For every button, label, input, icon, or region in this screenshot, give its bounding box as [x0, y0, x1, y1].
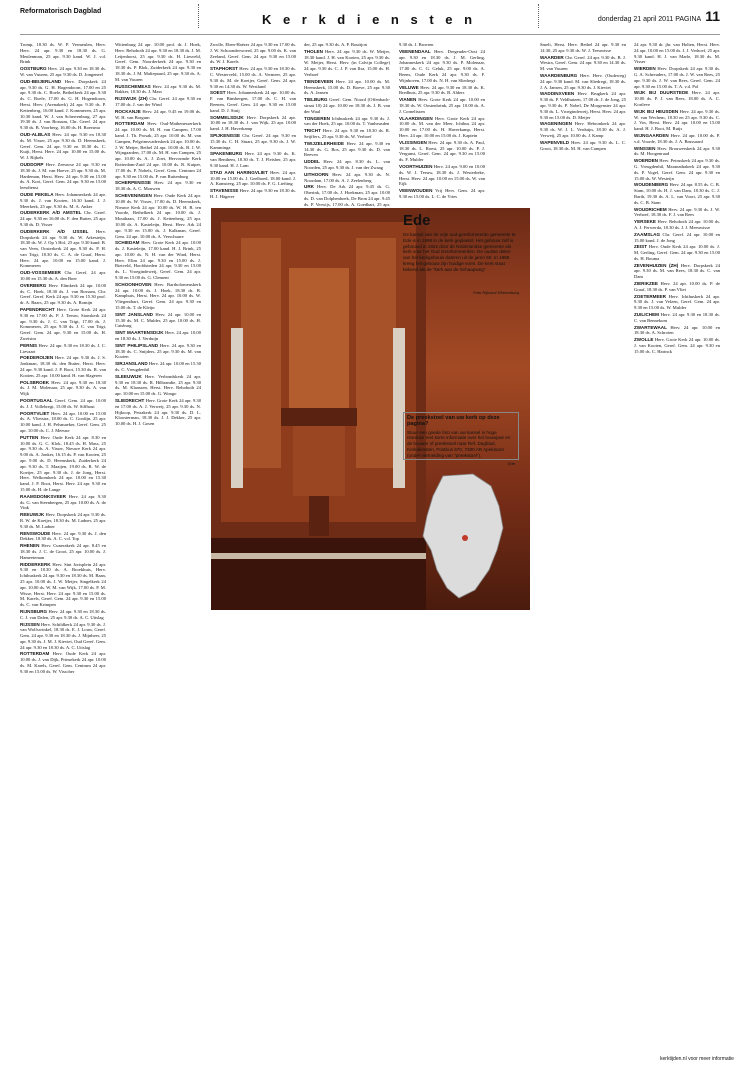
service-times: Chr. Geref. 24 apr. 10.00 en 15.00 kand. J. de Jong: [634, 231, 720, 243]
feature-title: Ede: [403, 212, 431, 229]
church-service-entry: [634, 281, 720, 293]
service-times: Herv. 24 apr. 9.30 en 18.30 ds. R. Seijffers, 25 apr. 9.30 ds. W. Verhoef: [304, 128, 390, 139]
place-name: TRICHT: [304, 128, 321, 134]
service-times: Herv. 24 apr. 10.00 en 18.30 ds. J. Verduijn: [115, 330, 201, 342]
place-name: SIRJANSLAND: [115, 361, 148, 367]
service-times: Herv. 24 apr. 9.30 ds. M. Bakker, 18.30 ds. J. Mass: [115, 83, 201, 95]
column-4: [304, 42, 390, 207]
church-service-entry: [115, 398, 201, 427]
service-times: Herv. 24 apr. 10.00 en 18.30 ds. A. Schroten: [634, 324, 720, 336]
service-times: Chr. Geref. 24 apr. 9.30 en 17.00 ds. J. van der Wind: [115, 96, 201, 107]
place-name: WIJK BIJ HEUSDEN: [634, 108, 679, 114]
place-name: WAGENINGEN: [540, 121, 572, 127]
netherlands-map: [403, 466, 519, 606]
place-name: OUDERKERK A/D AMSTEL: [20, 210, 82, 216]
place-name: ROTTERDAM: [20, 651, 50, 657]
church-service-entry: [634, 219, 720, 231]
service-times: Herv. 24 apr. 9.30 en 18.30 ds. K. Bredhuis, 25 apr. 9.30 ds. B. Alders: [399, 84, 485, 96]
service-times: Herv. Grote Kerk 24 apr. 9.30 en 17.00 ds. A. J. Verweij, 25 apr. 9.30 ds. N. Hijkoop, Petrakerk 24 apr. 9.30 ds. D. L. Kloosterman, 18.30 ds. J. J. Dekker, 25 apr. 10.00 ds. H. J. Gosen: [115, 398, 201, 427]
church-service-entry: [20, 609, 106, 621]
place-name: WOUDRICHEM: [634, 206, 667, 212]
church-service-entry: [634, 66, 720, 89]
service-times: Vrij Herv. Gem. 24 apr. 9.30 en 15.00 ds. L. C. de Vries: [399, 188, 485, 199]
church-service-entry: [115, 193, 201, 239]
church-service-entry: [634, 312, 720, 324]
place-name: UDDEL: [304, 159, 320, 165]
place-name: WAARDENBURG: [540, 72, 578, 78]
church-service-entry: [399, 42, 485, 48]
service-times: Herv. 24 apr. 9.30 en 18.30 ds. M. Visser, 25 apr. 9.30 ds. D. Heemskerk, Geref. Gem. 24 apr. 9.30 en 18.30 ds. C. Kuijt, Herst. Herv. 24 apr. 10.00 en 15.00 ds. W. J. Rijkels: [20, 131, 106, 161]
service-times: Herv. Johanneskerk 24 apr. 10.00 ds. F. van Binsbergen, 17.00 ds. C. H. van Reenen, Geref. Gem. 24 apr. 9.30 en 15.00 kand. D. J. Stuij: [210, 90, 297, 113]
place-name: VEENENDAAL: [399, 48, 431, 54]
place-name: ZEVENHUIZEN (ZH): [634, 262, 679, 268]
service-times: Herv. Zeeuwse 24 apr. 9.30 en 18.30 ds. J. M. van Hoeve, 25 apr. 9.30 ds. M. Hardeman, Herst. Herv. 24 apr. 9.30 en 15.00 ds. A. Kort, Geref. Gem. 24 apr. 9.30 en 15.00 leesdienst: [20, 161, 106, 191]
place-name: RIJSWIJK (ZH): [115, 96, 148, 102]
place-name: SPAKENBURG: [210, 151, 243, 157]
submission-text: Stuur een goede foto van uw kansel in hoge resolutie met korte informatie over het bouwjaar en de bouwer of preekstoel naar Ref. Dagblad, Kerkdiensten, Postbus 670, 7300 AR Apeldoorn (onder vermelding van "preekstoel").: [407, 429, 511, 458]
service-times: Herv. 24 apr. 9.30 ds. J. W. Verhoef, 18.30 ds. F. J. van Rees: [634, 206, 721, 218]
service-times: Zwolle, Eben-Haëzer 24 apr. 9.30 en 17.00 ds. J. W. Schoonderwoerd, 25 apr. 9.00 ds. K. van Zeeland, Geref. Gem. 24 apr. 9.30 en 15.00 ds. W. J. Karels: [210, 42, 296, 65]
service-times: Herv. 24 apr. 9.30 en 18.30 ds. A. C. Mouwen: [115, 180, 201, 192]
church-service-entry: [540, 42, 626, 54]
church-service-entry: [634, 109, 720, 132]
feature-text: De kansel van de vrije oud-gereformeerde gemeente te Ede is in 1999 in de kerk geplaatst. Het gebouw zelf is gebouwd in 1922 door de Nederlandse gemeente als kerk voor het Oud Gereformeerden. De oudste delen van het kerkgebouw dateren uit de jaren 50. In 1988 kreeg het gebouw zijn huidige vorm. De kerk staat bekend als de "kerk aan de Schaapweg".: [403, 232, 516, 272]
place-name: VIANEN: [399, 97, 417, 103]
place-name: REEUWIJK: [20, 512, 45, 518]
church-service-entry: [20, 79, 106, 131]
place-name: RAAMSDONKSVEER: [20, 493, 66, 499]
church-service-entry: [20, 355, 106, 378]
church-service-entry: [115, 343, 201, 360]
place-name: SCHEVENINGEN: [115, 192, 152, 198]
church-service-entry: [304, 97, 390, 114]
church-service-entry: [634, 207, 720, 219]
church-service-entry: [634, 133, 720, 145]
place-name: WIJNGAARDEN: [634, 132, 669, 138]
place-name: POORTVLIET: [20, 410, 50, 416]
header-date: donderdag 21 april 2011 PAGINA 11: [597, 8, 720, 24]
church-service-entry: [115, 121, 201, 179]
place-name: ROTTERDAM: [115, 121, 145, 127]
service-times: Herv. Grote Kerk 24 apr. 9.30 en 17.00 ds. P. J. Teeuw, Sionskerk 24 apr. 9.30 ds. J. C. van Trigt, 17.00 ds. J. Kommeren, 25 apr. 9.30 ds. J. C. van Trigt, Geref. Gem. 24 apr. 9.30 en 15.00 ds. H. Zweistra: [20, 307, 107, 342]
service-times: Herv. 24 apr. 10.00 ds. P. v.d. Voorde, 18.30 ds. J. A. Brussaard: [634, 132, 720, 144]
church-service-entry: [634, 244, 720, 261]
place-name: ZWOLLE: [634, 337, 654, 343]
service-times: Herv. Johanneskerk 24 apr. 9.30 ds. J. van Kooten, 16.30 kand. J. J. Meerkerk, 25 apr. 9.30 ds. M. A. Anker: [20, 191, 106, 209]
church-service-entry: [115, 240, 201, 281]
service-times: Chr. Geref. 24 apr. 9.30 en 15.30 ds. C. H. Stuart, 25 apr. 9.30 ds. J. W. Kamminga: [210, 132, 296, 150]
church-service-entry: [634, 325, 720, 337]
church-service-entry: [634, 182, 720, 205]
service-times: Herv. Herv. (Oudeweg) 24 apr. 9.30 kand. M. van Sliedregt, 18.30 ds. J. A. Jansen, 25 apr. 9.30 ds. J. Kieviet: [540, 72, 626, 90]
church-service-entry: [634, 232, 720, 244]
place-name: UITHOORN: [304, 171, 329, 177]
church-service-entry: [115, 330, 201, 342]
place-name: YERSEKE: [634, 219, 656, 225]
pulpit-illustration: [211, 208, 426, 610]
service-times: Herv. 24 apr. 9.30 en 18.30 ds. J. C. Lievaart: [20, 342, 106, 354]
place-name: SLEEUWIJK: [115, 373, 142, 379]
submission-credit: Ede: [507, 460, 515, 466]
place-name: POEDEROIJEN: [20, 355, 54, 361]
service-times: Herv. Brouwerskerk 24 apr. 9.30 ds. M. Hoogenraad: [634, 145, 720, 157]
service-times: Herv. 24 apr. 10.00 ds. P. de Graaf, 18.30 ds. P. van Vliet: [634, 281, 720, 292]
church-service-entry: [210, 115, 296, 132]
service-times: Herv. Schildkerk 24 apr. 9.30 ds. J. van Wolfswinkel, 18.30 ds. E. J. Louw, Geref. Gem. 24 apr. 9.30 en 18.30 ds. J. Mijnheer, 25 apr. 9.30 ds. J. M. J. Kieviet, Oud Geref. Gem. 24 apr. 9.30 en 18.30 ds. A. C. Uitslag: [20, 621, 106, 650]
place-name: STAVENISSE: [210, 188, 239, 194]
service-times: Herv. Grote Kerk 24 apr. 10.00 en 18.30 ds. W. Oostenbrink, 25 apr. 10.00 ds. A. J. Cornelissen: [399, 97, 486, 114]
newspaper-name: Reformatorisch Dagblad: [20, 8, 102, 15]
service-times: Wittenburg 24 apr. 10.00 prof. dr. J. Hoek, Herv. Rehoboth 24 apr. 9.30 en 18.30 ds. J. M. Leijenhorst, 25 apr. 9.30 ds. H. Liesveld, Geref. Gem. Noorderkerk 24 apr. 9.30 en 18.30 ds. P. Blok, Zuiderkerk 24 apr. 9.30 en 18.30 ds. J. M. Maliepaard, 25 apr. 9.30 ds. A. M. van Vuuren: [115, 42, 201, 82]
church-service-entry: [210, 170, 296, 187]
church-service-entry: [399, 85, 485, 97]
church-service-entry: [634, 90, 720, 107]
church-service-entry: [540, 73, 626, 90]
place-name: RENSWOUDE: [20, 530, 51, 536]
church-service-entry: [20, 411, 106, 434]
church-service-entry: [115, 374, 201, 397]
submission-box: [403, 412, 519, 466]
service-times: Herv. 24 apr. 8.55 ds. C. B. Stam, 10.00 ds. H. J. van Dam, 18.30 ds. C. J. Barth, 19.30 ds. A. L. van Voort, 25 apr. 9.30 ds. C. B. Stam: [634, 182, 720, 205]
service-times: Herv. Oude Kerk 24 apr. 10.00 ds. J. van Dijk, Prinsekerk 24 apr. 10.00 ds. M. Karels, Geref. Gem. Centrum 24 apr. 9.30 en 15.00 ds. W. Visscher: [20, 651, 106, 674]
column-2: [115, 42, 201, 1052]
church-service-entry: [20, 562, 106, 608]
church-service-entry: [115, 180, 201, 192]
church-service-entry: [20, 512, 106, 529]
service-times: Herv. Bartholomeuskerk 24 apr. 10.00 ds. J. Hoek, 18.30 ds. B. Kamphuis, Herst. Herv. 24 apr. 10.00 ds. W. Vliegenthart, Geref. Gem. 24 apr. 9.30 en 15.00 ds. T. de Kleijn: [115, 281, 201, 311]
church-service-entry: [304, 172, 390, 184]
place-name: WOUDENBERG: [634, 182, 669, 188]
place-name: RIDDERKERK: [20, 561, 51, 567]
service-times: Herv. 24 apr. 9.30 ds. J. S. Jonkman, 18.30 ds. den Butter, Herst. Herv. 24 apr. 9.30 kand. J. P. Boot, 15.30 ds. R. van Kooten, 25 apr. 10.00 kand. H. van Slageren: [20, 355, 106, 378]
place-name: WIJK BIJ DUURSTEDE: [634, 90, 689, 96]
place-name: SINT MAARTENSDIJK: [115, 330, 164, 336]
service-times: Herv. 24 apr. 9.30 ds. W. Meijer, 18.30 kand. J. H. van Kooten, 25 apr. 9.30 ds. W. Meijer, Herst. Herv. (in Calvijn College) 24 apr. 9.30 ds. C. J. P. van Ilsa, 15.00 ds. H. Verhoef: [304, 48, 390, 77]
place-name: VELUWE: [399, 84, 419, 90]
service-times: Herv. Dorpskerk 24 apr. 10.00 en 18.30 ds. J. van Wijk, 25 apr. 10.00 kand. J. H. Haverkamp: [210, 114, 296, 132]
place-name: OUD-VOSSEMEER: [20, 270, 61, 276]
church-service-entry: [20, 42, 106, 65]
church-service-entry: [634, 158, 720, 181]
place-name: SCHIEDAM: [115, 240, 140, 246]
church-service-entry: [20, 543, 106, 560]
church-service-entry: [304, 79, 390, 96]
church-service-entry: [20, 494, 106, 511]
place-name: TONGEREN: [304, 115, 330, 121]
service-times: Herv. 24 apr. 9.30 ds. G. van Steenbergen, 25 apr. 10.00 ds. A. de Vink: [20, 493, 106, 511]
service-times: Herv. 24 apr. 9.30 en 18.30 ds. C. Snijders, 25 apr. 9.30 ds. M. van Kooten: [115, 342, 202, 360]
church-service-entry: [20, 162, 106, 191]
place-name: ZUILICHEM: [634, 312, 660, 318]
place-name: OUDDORP: [20, 161, 44, 167]
church-service-entry: [634, 146, 720, 158]
service-times: Herv. Grote Kerk 24 apr. 10.00 ds. J. Kasteleijn, 17.00 kand. H. J. Brink, 25 apr. 10.00 ds. N. H. van der Wind, Herst. Herv. Elim 24 apr. 9.30 en 15.00 ds. J. Rietveld, Hoofdsteden 24 apr. 9.30 en 15.00 ds. L. Vroegindeweij, Geref. Gem. 24 apr. 9.30 en 15.00 ds. G. Clement: [115, 240, 201, 281]
church-service-entry: [304, 42, 390, 48]
service-times: Herv. 24 apr. 10.00 en 15.00 ds. A. Vlietstra, 18.00 ds. C. Gordijn, 25 apr. 10.00 kand. J. H. Pelsmaeker, Geref. Gem. 25 apr. 10.00 ds. C. J. Meeuse: [20, 410, 107, 433]
church-service-entry: [115, 84, 201, 96]
place-name: PAPENDRECHT: [20, 307, 55, 313]
service-times: 24 apr. 9.30 dr. jhr. van Holten, Herst. Herv. 24 apr. 10.00 en 15.00 ds. J. J. Verhoef, 25 apr. 9.30 kand. H. J. van Marle, 18.30 ds. M. Visser: [634, 42, 720, 65]
service-times: Herv. Cunerakerk 24 apr. 8.45 en 18.30 ds. J. C. de Groot, 25 apr. 10.00 ds. J. Hameeteman: [20, 543, 106, 560]
service-times: Herv. 24 apr. 8.30 ds. L. van Noorden, 25 apr. 9.30 ds. J. van der Zwaag: [304, 159, 390, 170]
place-name: SCHOONHOVEN: [115, 281, 152, 287]
place-name: RHENEN: [20, 543, 40, 549]
service-times: Herv. Ichthuskerk 24 apr. 9.30 ds. J. van Velzen, Geref. Gem. 24 apr. 9.30 en 15.00 ds. W. Mulder: [634, 293, 720, 311]
place-name: SLIEDRECHT: [115, 398, 145, 404]
service-times: Herv. Dorpskerk 24 apr. 9.30 ds. W. Arkesteijn, 18.30 ds. W. J. Op 't Hof, 25 apr. 9.30 kand. B. van Veen, Oosterkerk 24 apr. 9.30 ds. P. H. van Trigt, 18.30 ds. C. A. de Graaf, Herst. Herv. 24 apr. 10.00 en 15.00 kand. J. Kommeren: [20, 228, 106, 269]
service-times: Herv. De Ark 24 apr. 9.45 ds. G. Oberink, 17.00 ds. J. Hoekman, 25 apr. 10.00 ds. D. van Dolphenhoek, De Bron 24 apr. 9.45 ds. P. Verwijs, 17.00 ds. A. Goedhart, 25 apr.: [304, 184, 390, 207]
church-service-entry: [20, 380, 106, 397]
church-service-entry: [115, 42, 201, 83]
place-name: ZOETERMEER: [634, 293, 666, 299]
church-service-entry: [540, 140, 626, 152]
service-times: Herv. 24 apr. 10.00 en 15.30 ds. M. C. Mulder, 25 apr. 10.00 ds. H. Catsburg: [115, 311, 201, 329]
church-service-entry: [304, 49, 390, 78]
service-times: Herv. 24 apr. 9.30 ds. L. C. Groot, 18.30 ds. M. H. van Campen: [540, 139, 626, 151]
place-name: SINT JANSLAND: [115, 311, 153, 317]
map-illustration: [403, 466, 519, 606]
church-service-entry: [304, 116, 390, 128]
church-service-entry: [399, 140, 485, 163]
service-times: Herv. Dorpskerk 24 apr. 9.30 ds. G. A. Schreuders, 17.00 ds. J. W. van Rees, 25 apr. 9.30 ds. J. W. van Rees, Geref. Gem. 24 apr. 9.30 en 15.00 ds. T. A. v.d. Pol: [634, 66, 721, 89]
church-service-entry: [634, 263, 720, 280]
place-name: SCHERPENISSE: [115, 180, 151, 186]
church-service-entry: [115, 282, 201, 311]
service-times: Herv. 24 apr. 10.00 ds. M. Heemskerk, 15.00 ds. D. Boeve, 25 apr. 9.30 ds. A. Jansen: [304, 78, 390, 96]
service-times: Herv. 24 apr. 9.30 ds. N. Noordam, 17.00 ds. A. J. Zeelenberg: [304, 171, 390, 183]
church-service-entry: [210, 42, 296, 65]
ede-location-marker: [462, 535, 468, 541]
submission-title: De preekstoel van uw kerk op deze pagina?: [407, 415, 500, 427]
church-service-entry: [304, 141, 390, 158]
service-times: Herv. Grote Kerk 24 apr. 10.00 ds. J. van Kooten, Geref. Gem. 24 apr. 9.30 en 15.00 ds. C. Harinck: [634, 337, 720, 354]
church-service-entry: [399, 97, 485, 114]
place-name: RIJNSBURG: [20, 608, 48, 614]
place-name: URK: [304, 184, 314, 190]
place-name: POLSBROEK: [20, 379, 50, 385]
place-name: ZIERIKZEE: [634, 281, 658, 287]
service-times: Herv. 24 apr. 9.30 ds. K. van Benthem, 18.30 ds. T. J. Fleisher, 25 apr. 9.30 kand. H. J. Lam: [210, 151, 296, 168]
church-service-entry: [20, 132, 106, 161]
place-name: ROCKANJE: [115, 108, 141, 114]
place-name: VLISSINGEN: [399, 139, 427, 145]
church-service-entry: [634, 42, 720, 65]
place-name: SOMMELSDIJK: [210, 114, 244, 120]
service-times: Geref. Gem. 24 apr. 10.00 ds. J. J. Vollebregt, 15.00 ds. W. Silfhout: [20, 398, 106, 409]
header-rule: [20, 34, 720, 35]
service-times: Herv. Rehoboth 24 apr. 10.00 ds. A. J. Ferwerda, 18.30 ds. J. J. Meeuwisse: [634, 219, 721, 230]
place-name: ZWARTEWAAL: [634, 324, 667, 330]
place-name: SOEST: [210, 90, 226, 96]
church-service-entry: [540, 121, 626, 138]
service-times: Herv. Dregeuder-Oost 24 apr. 9.30 en 18.30 ds. J. M. Gerling, Johanneskerk 24 apr. 9.30 ds. P. Molenaar, 17.00 ds. C. G. Geluk, 25 apr. 9.00 ds. A. Beens, Oude Kerk 24 apr. 9.30 ds. F. Wijnhoven, 17.00 ds. N. H. van Sliedregt: [399, 48, 485, 83]
church-service-entry: [115, 312, 201, 329]
church-service-entry: [210, 66, 296, 89]
church-service-entry: [20, 210, 106, 227]
place-name: WADDINXVEEN: [540, 91, 575, 97]
church-service-entry: [20, 66, 106, 78]
service-times: Herv. Brugkerk 24 apr. 9.30 ds. P. Veldhuizen, 17.00 ds. J. de Jong, 25 apr. 9.30 ds. P. Nobel, De Morgenster 24 apr. 9.30 ds. L. Vroegindeweij, Herst. Herv. 24 apr. 9.30 en 15.00 ds. D. Meijer: [540, 91, 626, 120]
service-times: der, 25 apr. 9.30 ds. A. P. Boutijon: [304, 42, 367, 47]
service-times: Herv. 24 apr. 10.00 en 15.00 ds. J. Geelhoed, 18.00 kand. J. A. Kamsteeg, 25 apr. 10.00 ds. F. G. Liefting: [210, 169, 296, 187]
service-times: Herv. Grote Kerk 24 apr. 10.00 ds. M. van der Meer, Ichthus 24 apr. 10.00 en 17.00 ds. H. Haverkamp, Herst. Herv. 24 apr. 10.00 en 15.00 ds. J. Kaptein: [399, 115, 486, 138]
church-service-entry: [304, 159, 390, 171]
church-service-entry: [20, 651, 106, 674]
place-name: ZAAMSLAG: [634, 231, 661, 237]
church-service-entry: [20, 229, 106, 270]
service-times: Herv. Elimkerk 24 apr. 10.00 ds. C. Hoek, 18.30 ds. J. van Rossum, Chr. Geref. Geref. Kerk 24 apr. 9.30 en 15.30 prof. dr. A. Baars, 25 apr. 9.30 ds. A. Romijn: [20, 282, 106, 306]
place-name: SPIJKENISSE: [210, 132, 241, 138]
service-times: Herv. Oude Kerk 24 apr. 10.00 ds. W. Visser, 17.00 ds. D. Heemskerk, Nieuwe Kerk 24 apr. 10.00 ds. W. H. B. ten Voorde, Bethelkerk 24 apr. 10.00 ds. J. Mouthaan, 17.00 ds. J. Kettenberg, 25 apr. 10.00 ds. A. Kasteleijn, Herst. Herv. Ark 24 apr. 9.30 en 15.00 ds. J. Kalkman, Geref. Gem. 24 apr. 10.00 ds. A. Verschuure: [115, 192, 201, 239]
place-name: OUDE PEKELA: [20, 191, 54, 197]
church-service-entry: [210, 133, 296, 150]
church-service-entry: [20, 192, 106, 209]
church-service-entry: [20, 531, 106, 543]
place-name: RUSSCHEMEAS: [115, 83, 151, 89]
service-times: Herv. 24 apr. 10.00 en 15.30 ds. C. Vreugdenhil: [115, 361, 201, 373]
service-times: Herv. 24 apr. 9.30 en 18.30 ds. W. van Vuuren, 25 apr. 9.30 ds. D. Jongeneel: [20, 66, 106, 77]
church-service-entry: [399, 188, 485, 200]
place-name: THOLEN: [304, 48, 323, 54]
place-name: OUDERKERK A/D IJSSEL: [20, 228, 89, 234]
church-service-entry: [304, 128, 390, 140]
church-service-entry: [210, 188, 296, 200]
place-name: VLAARDINGEN: [399, 115, 433, 121]
place-name: WAARDER: [540, 54, 564, 60]
column-3: [210, 42, 296, 204]
column-1: [20, 42, 106, 1052]
page-header: [0, 0, 738, 38]
service-times: Herv. Dorpskerk 24 apr. 9.30 ds. M. van Rees, 18.30 ds. C. van Dam: [634, 262, 720, 280]
service-times: Herv. Hebronkerk 24 apr. 9.30 ds. W. J. L. Verduijn, 18.30 ds. A. J. Verweij, 25 apr. 10.00 ds. J. Kamp: [540, 121, 626, 138]
place-name: SINT PHILIPSLAND: [115, 342, 159, 348]
place-name: OOSTBURG: [20, 66, 47, 72]
church-service-entry: [20, 307, 106, 342]
church-service-entry: [634, 337, 720, 354]
service-times: Herv. 24 apr. 9.30 en 18.30 ds. H. J. Hägerer: [210, 188, 296, 199]
service-times: Herv. Dorpskerk 24 apr. 9.30 ds. R. W. de Koeijer, 18.30 ds. M. Ladner, 25 apr. 9.30 ds. M. Ladner: [20, 512, 106, 529]
service-times: Herv. 24 apr. 9.30 ds. J. den Dekker, 18.30 ds. A. C. v.d. Top: [20, 530, 106, 542]
service-times: Chr. Geref. 24 apr. 10.00 en 15.30 ds. A. den Boer: [20, 270, 106, 282]
header-divider: [538, 4, 540, 28]
place-name: TIELBURG: [304, 97, 328, 103]
church-service-entry: [210, 90, 296, 113]
place-name: VEENWOUDEN: [399, 188, 433, 194]
church-service-entry: [20, 622, 106, 651]
church-service-entry: [20, 283, 106, 306]
feature-credit: Foto Rijkshof Ellenenburg: [473, 290, 519, 295]
church-service-entry: [399, 164, 485, 187]
service-times: Herv. 24 apr. 9.45 en 19.00 ds. W. H. van Borgum: [115, 108, 201, 120]
place-name: TIENDEVEEN: [304, 78, 334, 84]
column-5: [399, 42, 485, 204]
church-service-entry: [20, 343, 106, 355]
service-times: Herv. Petruskerk 24 apr. 9.30 ds. G. Vreugdenhil, Maranathakerk 24 apr. 9.30 ds. P. Vogel, Geref. Gem. 24 apr. 9.30 en 15.00 ds. W. Westeijn: [634, 158, 720, 181]
service-times: Herv. Oud-Mathenesserkerk 24 apr. 10.00 ds. M. H. van Campen, 17.00 kand. J. Th. Prosak, 25 apr. 10.00 ds. M. van Campen, Pelgrimsvaderskerk 24 apr. 10.00 ds. J. W. Meijer, Bethel 24 apr. 10.00 ds. B. J. W. Wijngaarden, 17.00 ds. M. H. van Campen, 25 apr. 10.00 ds. A. J. Zoet, Hervormde Kerk Rotterdam-Zuid 24 apr. 10.00 ds. R. Kuiper, 17.00 ds. P. Nobels, Geref. Gem. Centrum 24 apr. 9.30 en 15.00 ds. P. van Ruitenburg: [115, 121, 201, 179]
service-times: Herv. 24 apr. 9.30 en 18.30 ds. C. Westerveld, 15.00 ds. A. Vermeer, 25 apr. 9.30 ds. M. de Koeijer, Geref. Gem. 24 apr. 9.30 en 14.30 ds. W. Westland: [210, 66, 296, 89]
column-7: [634, 42, 720, 1042]
service-times: Herv. 24 apr. 9.30 en 18.30 ds. J. M. Molenaar, 25 apr. 9.30 ds. A. van Wijk: [20, 379, 106, 397]
service-times: Herv. Sint Jorisplein 24 apr. 9.30 en 18.30 ds. A. Broekhuis, Herv. Ichthuskerk 24 apr. 9.30 en 18.30 ds. M. Baan, 25 apr. 10.00 ds. J. W. Meijer, Singelkerk 24 apr. 10.00 ds. W. M. van Wijk, 17.00 ds. P. M. Wisse, Herst. Herv. 24 apr. 9.30 en 15.00 ds. M. Karels, Geref. Gem. 24 apr. 9.30 en 15.00 ds. C. van Krimpen: [20, 561, 107, 608]
place-name: ZEIST: [634, 244, 648, 250]
service-times: Herv. Oude Kerk 24 apr. 8.30 en 10.00 ds. G. C. Klok, 18.45 ds. H. Mass, 25 apr. 9.30 ds. A. Visser, Nieuwe Kerk 24 apr. 9.00 ds. A. Jonker, 16.15 ds. P. van Kooten, 25 apr. 9.00 ds. D. Heemskerk, Zuiderkerk 24 apr. 9.30 ds. T. Maaijen, 19.00 ds. R. W. de Koeijer, 25 apr. 9.30 ds. J. de Jong, Herst. Herv. Welkomkerk 24 apr. 10.00 en 15.30 kand. J. P. Boot, Herst. Herv. 24 apr. 9.30 en 15.00 ds. H. de Lange: [20, 434, 106, 492]
place-name: OUD-ALBLAS: [20, 131, 51, 137]
church-service-entry: [210, 151, 296, 168]
place-name: VOORTHUIZEN: [399, 163, 433, 169]
church-service-entry: [399, 49, 485, 84]
place-name: WIERDEN: [634, 66, 656, 72]
church-service-entry: [540, 91, 626, 120]
service-times: Herv. 24 apr. 9.00 en 10.00 ds. W. J. Teeuw, 18.30 ds. J. Westerbeke, Herst. Herv. 24 apr. 10.00 en 15.00 ds. W. van Eijk: [399, 163, 486, 187]
service-times: Herv. Oude Kerk 24 apr. 10.00 ds. J. M. Gerling, Geref. Gem. 24 apr. 9.30 en 15.00 ds. H. Bouma: [634, 244, 720, 261]
column-6: [540, 42, 626, 1052]
service-times: 9.30 ds. J. Broeren: [399, 42, 434, 47]
service-times: Chr. Geref. 24 apr. 9.30 en 16.00 ds. F. den Butter, 25 apr. 9.30 ds. D. Visser: [20, 210, 106, 227]
service-times: Tromp, 18.30 ds. W. P. Vermeulen, Herv. Herv. 24 apr. 9.30 en 18.30 ds. G. Meulenman, 25 apr. 9.30 kand. W. J. v.d. Brink: [20, 42, 106, 65]
place-name: RIJSSEN: [20, 621, 40, 627]
place-name: OVERBERG: [20, 282, 47, 288]
service-times: Herv. 24 apr. 9.30 en 14.30 ds. G. Bos, 25 apr. 9.30 ds. D. van Reeven: [304, 140, 390, 158]
service-times: Smelt, Herst. Herv. Bethel 24 apr. 9.30 en 14.30, 25 apr. 9.30 ds. W. J. Teeuwisse: [540, 42, 626, 53]
service-times: Herv. 24 apr. 9.30 ds. W. van Wechem, 18.30 en 25 apr. 9.30 ds. C. J. Vos, Herst. Herv. 24 apr. 10.00 en 15.00 kand. H. J. Boot, M. Ruijs: [634, 108, 720, 132]
page-footer: kerktijden.nl voor meer informatie: [660, 1056, 734, 1062]
place-name: PERNIS: [20, 342, 38, 348]
place-name: POORTUGAAL: [20, 398, 53, 404]
service-times: Herv. Verbondskerk 24 apr. 9.30 en 18.30 ds. R. Hilbrandie, 25 apr. 9.30 ds. M. Klaassen, Herst. Herv. Rehoboth 24 apr. 10.00 en 15.00 ds. G. Wongo: [115, 373, 201, 397]
church-service-entry: [20, 270, 106, 282]
service-times: Herv. 24 apr. 9.30 en 18.30 ds. C. van Bennekom: [634, 312, 720, 323]
church-service-entry: [399, 116, 485, 139]
section-title: K e r k d i e n s t e n: [261, 12, 477, 27]
service-times: Ichthuskerk 24 apr. 9.30 ds. J. van der Hoek, 25 apr. 10.00 ds. T. Vanheusden: [304, 115, 390, 127]
service-times: Herv. 24 apr. 9.30 en 18.30 ds. C. J. van Dalen, 25 apr. 9.30 ds. A. C. Uitslag: [20, 608, 106, 620]
place-name: PUTTEN: [20, 434, 39, 440]
place-name: STAPHORST: [210, 66, 238, 72]
church-service-entry: [540, 55, 626, 72]
church-service-entry: [20, 398, 106, 410]
place-name: TWIJZELERHEIDE: [304, 140, 345, 146]
place-name: WOERDEN: [634, 158, 658, 164]
service-times: Herv. 24 apr. 9.30 ds. A. Paul, 18.30 ds. L. Roest, 25 apr. 10.00 ds. P. J. Vergunst, Geref. Gem. 24 apr. 9.30 en 15.00 ds. F. Mulder: [399, 139, 486, 163]
service-times: Chr. Geref. 24 apr. 9.30 ds. B. J. Westra, Geref. Gem. 24 apr. 9.30 en 14.30 ds. M. van Vuuren: [540, 54, 626, 72]
church-service-entry: [20, 435, 106, 493]
church-service-entry: [115, 96, 201, 108]
place-name: WAPENVELD: [540, 139, 570, 145]
place-name: WINSSEN: [634, 145, 656, 151]
service-times: Herv. Dorpskerk 24 apr. 9.30 ds. G. H. Hogendoorn, 17.00 en 25 apr. 9.30 ds. C. Boele, Bethelkerk 24 apr. 9.30 ds. C. Boele, 17.00 ds. G. H. Hogendoorn, Herst. Herv. (Arenakerk) 24 apr. 9.30 ds. P. Kettenberg, 16.00 kand. J. Kommeren, 25 apr. 10.30 kand. W. J. van Scherrenburg, 27 apr. 19.30 ds. J. van Bossum, Chr. Geref. 24 apr. 9.30 ds. B. Voorberg, 16.00 ds. H. Boersma: [20, 78, 106, 131]
place-name: OUD-BEIJERLAND: [20, 78, 62, 84]
page-number: 11: [705, 8, 720, 24]
service-times: Geref. Gem. Noord (Offenbach-straat 10) 24 apr. 10.00 en 18.30 ds. J. B. van der Waal: [304, 97, 390, 114]
service-times: Herv. 24 apr. 10.00 ds. P. J. van Rees, 18.00 ds. A. C. Kortleve: [634, 90, 720, 107]
place-name: STAD AAN HARINGVLIET: [210, 169, 268, 175]
church-service-entry: [115, 361, 201, 373]
church-service-entry: [634, 294, 720, 311]
church-service-entry: [115, 109, 201, 121]
